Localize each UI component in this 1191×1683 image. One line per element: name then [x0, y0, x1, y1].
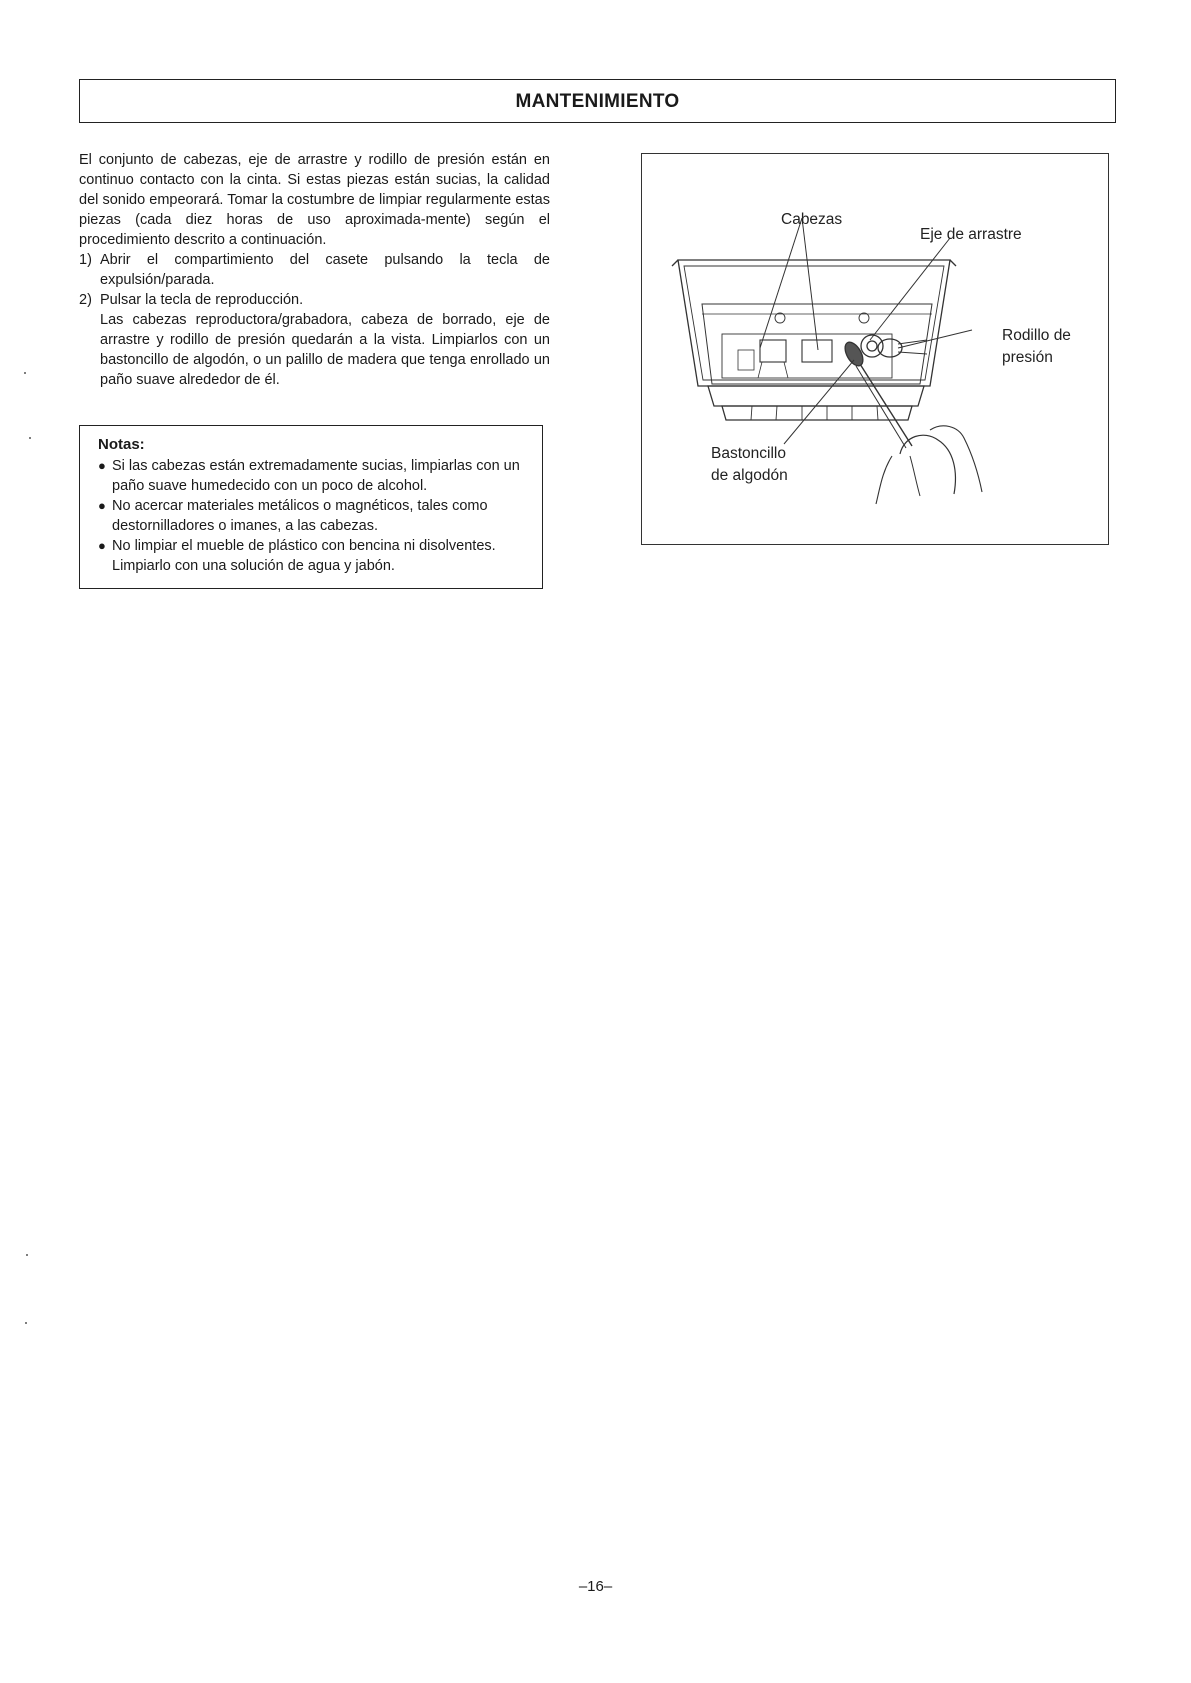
label-swab-line1: Bastoncillo	[711, 445, 786, 462]
label-capstan: Eje de arrastre	[920, 226, 1022, 243]
steps-list	[79, 250, 550, 390]
bullet-icon: ●	[98, 458, 106, 473]
step-number: 2)	[79, 292, 92, 308]
cassette-cleaning-figure	[641, 153, 1109, 545]
scan-speck	[26, 1254, 28, 1256]
section-title-box	[79, 79, 1116, 123]
notes-list	[98, 456, 524, 576]
scan-speck	[25, 1322, 27, 1324]
scan-speck	[24, 372, 26, 374]
bullet-icon: ●	[98, 498, 106, 513]
note-item	[98, 536, 524, 576]
note-text: No limpiar el mueble de plástico con bencina ni disolventes. Limpiarlo con una solución de agua y jabón.	[112, 538, 496, 574]
section-title: MANTENIMIENTO	[515, 91, 680, 112]
bullet-icon: ●	[98, 538, 106, 553]
label-pinch-roller-line2: presión	[1002, 349, 1053, 366]
note-item	[98, 456, 524, 496]
note-item	[98, 496, 524, 536]
notes-title: Notas:	[98, 436, 145, 453]
label-swab-line2: de algodón	[711, 467, 788, 484]
intro-paragraph: El conjunto de cabezas, eje de arrastre y rodillo de presión están en continuo contacto con la cinta. Si estas piezas están sucias, la calidad del sonido empeorará. Tomar la costumbre de limpiar regularmente estas piezas (cada diez horas de uso aproximada-mente) según el procedimiento descrito a continuación.	[79, 152, 550, 248]
step-text: Pulsar la tecla de reproducción.	[100, 292, 304, 308]
note-text: No acercar materiales metálicos o magnéticos, tales como destornilladores o imanes, a las cabezas.	[112, 498, 488, 534]
step-item	[79, 250, 550, 290]
step-number: 1)	[79, 252, 92, 268]
instructions	[79, 150, 550, 390]
step-text: Abrir el compartimiento del casete pulsando la tecla de expulsión/parada.	[100, 252, 550, 288]
scan-speck	[29, 437, 31, 439]
page-number: –16–	[578, 1578, 613, 1595]
label-heads: Cabezas	[781, 211, 843, 228]
label-pinch-roller-line1: Rodillo de	[1002, 327, 1071, 344]
step-item	[79, 290, 550, 390]
note-text: Si las cabezas están extremadamente sucias, limpiarlas con un paño suave humedecido con un poco de alcohol.	[112, 458, 520, 494]
step-detail: Las cabezas reproductora/grabadora, cabeza de borrado, eje de arrastre y rodillo de presión quedarán a la vista. Limpiarlos con un bastoncillo de algodón, o un palillo de madera que tenga enrollado un paño suave alrededor de él.	[100, 312, 550, 388]
notes-box	[79, 425, 543, 589]
